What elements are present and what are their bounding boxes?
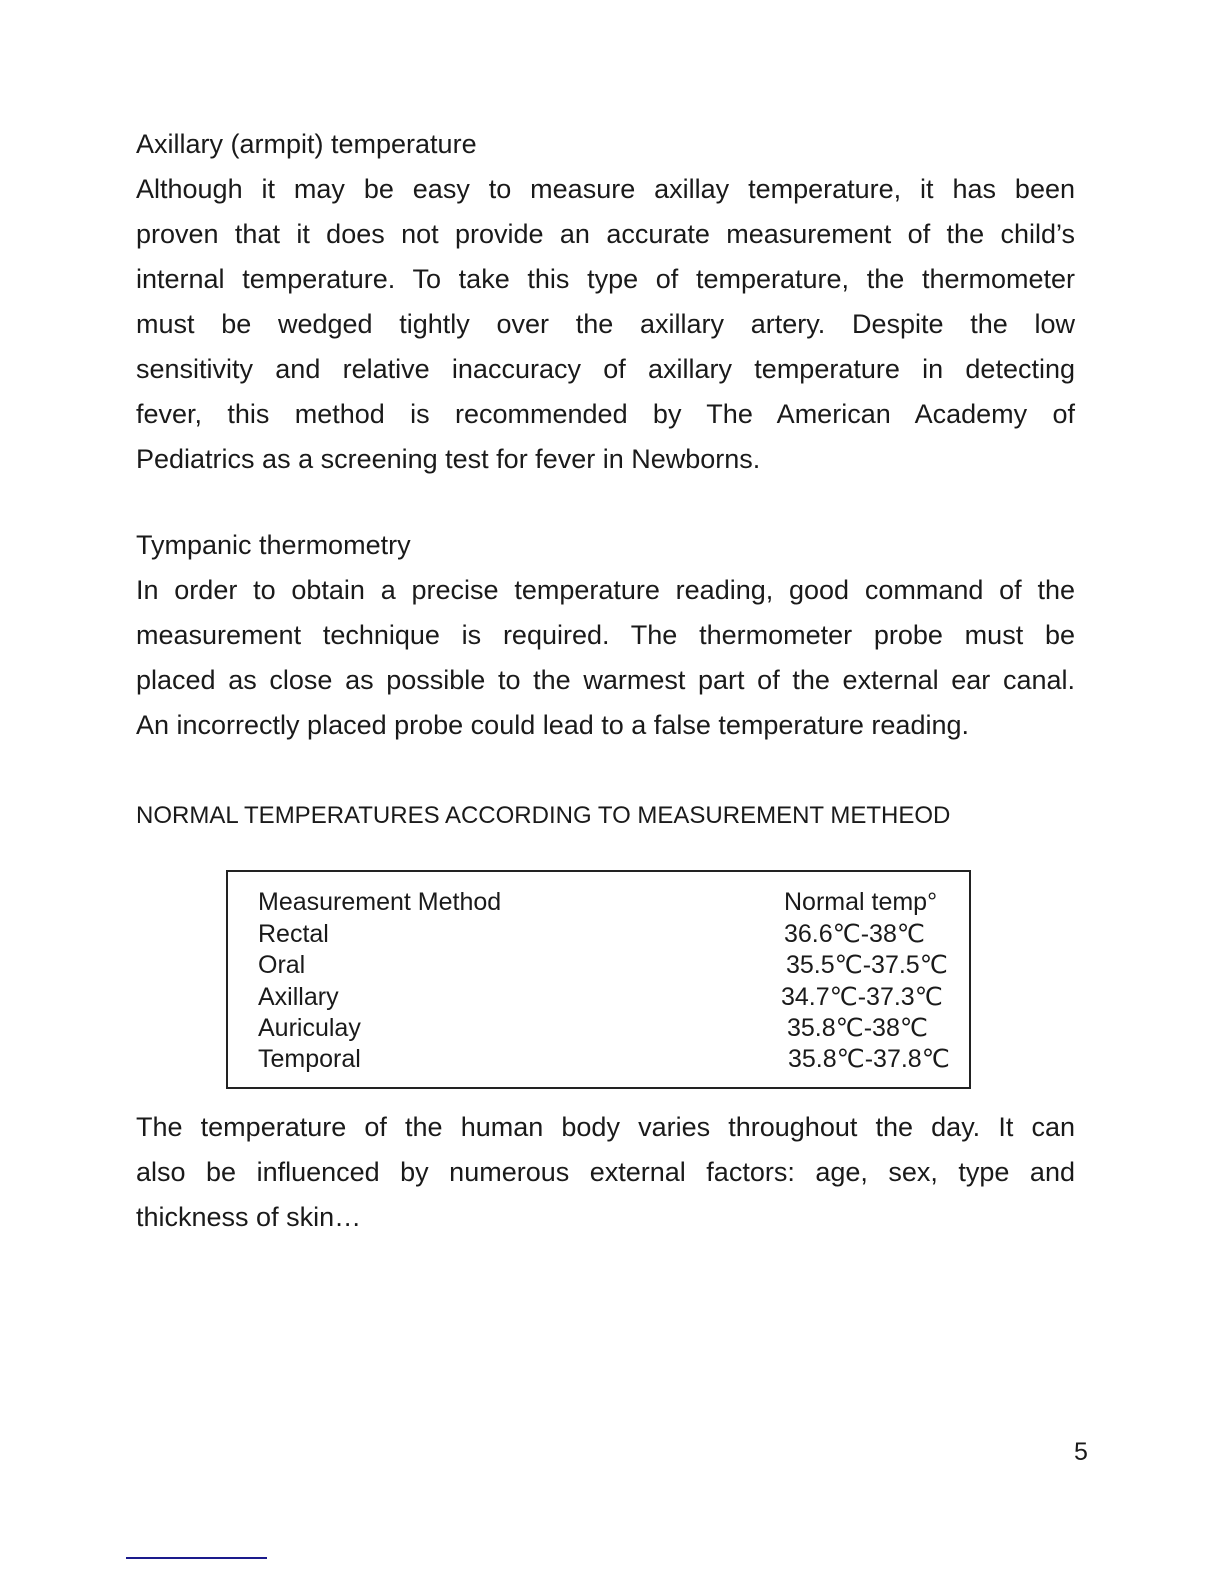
table-row	[258, 950, 958, 981]
cell-temp: 35.8℃-37.8℃	[788, 1045, 950, 1073]
cell-temp: 34.7℃-37.3℃	[781, 983, 943, 1011]
text-line: sensitivity and relative inaccuracy of axillary temperature in detecting	[136, 354, 1075, 384]
cell-method: Auriculay	[258, 1014, 361, 1042]
cell-temp: 36.6℃-38℃	[784, 920, 925, 948]
text-line: An incorrectly placed probe could lead to a false temperature reading.	[136, 710, 969, 740]
cell-method: Axillary	[258, 983, 339, 1011]
table-row	[258, 919, 958, 950]
text-line: The temperature of the human body varies throughout the day. It can	[136, 1112, 1075, 1142]
temperature-table	[226, 870, 971, 1089]
table-caption: NORMAL TEMPERATURES ACCORDING TO MEASUREMENT METHEOD	[136, 802, 951, 829]
text-line: measurement technique is required. The thermometer probe must be	[136, 620, 1075, 650]
text-line: proven that it does not provide an accurate measurement of the child’s	[136, 219, 1075, 249]
text-line: Although it may be easy to measure axillay temperature, it has been	[136, 174, 1075, 204]
header-method: Measurement Method	[258, 888, 502, 916]
section-heading: Axillary (armpit) temperature	[136, 129, 477, 159]
section-axillary	[136, 122, 1075, 482]
cell-method: Oral	[258, 951, 306, 979]
text-line: must be wedged tightly over the axillary artery. Despite the low	[136, 309, 1075, 339]
section-body-temperature	[136, 1105, 1075, 1240]
page-number: 5	[1074, 1438, 1088, 1466]
table-row	[258, 1044, 958, 1075]
cell-method: Temporal	[258, 1045, 361, 1073]
table-row	[258, 982, 958, 1013]
section-heading: Tympanic thermometry	[136, 530, 411, 560]
text-line: thickness of skin…	[136, 1202, 362, 1232]
table-row	[258, 1013, 958, 1044]
text-line: fever, this method is recommended by The American Academy of	[136, 399, 1075, 429]
footnote-divider	[126, 1557, 267, 1559]
cell-temp: 35.5℃-37.5℃	[786, 951, 948, 979]
text-line: In order to obtain a precise temperature reading, good command of the	[136, 575, 1075, 605]
text-line: internal temperature. To take this type of temperature, the thermometer	[136, 264, 1075, 294]
table-header-row	[258, 887, 958, 918]
text-line: placed as close as possible to the warmest part of the external ear canal.	[136, 665, 1075, 695]
text-line: also be influenced by numerous external factors: age, sex, type and	[136, 1157, 1075, 1187]
text-line: Pediatrics as a screening test for fever in Newborns.	[136, 444, 761, 474]
cell-method: Rectal	[258, 920, 329, 948]
cell-temp: 35.8℃-38℃	[787, 1014, 928, 1042]
section-tympanic	[136, 523, 1075, 748]
header-temp: Normal temp°	[784, 888, 938, 916]
